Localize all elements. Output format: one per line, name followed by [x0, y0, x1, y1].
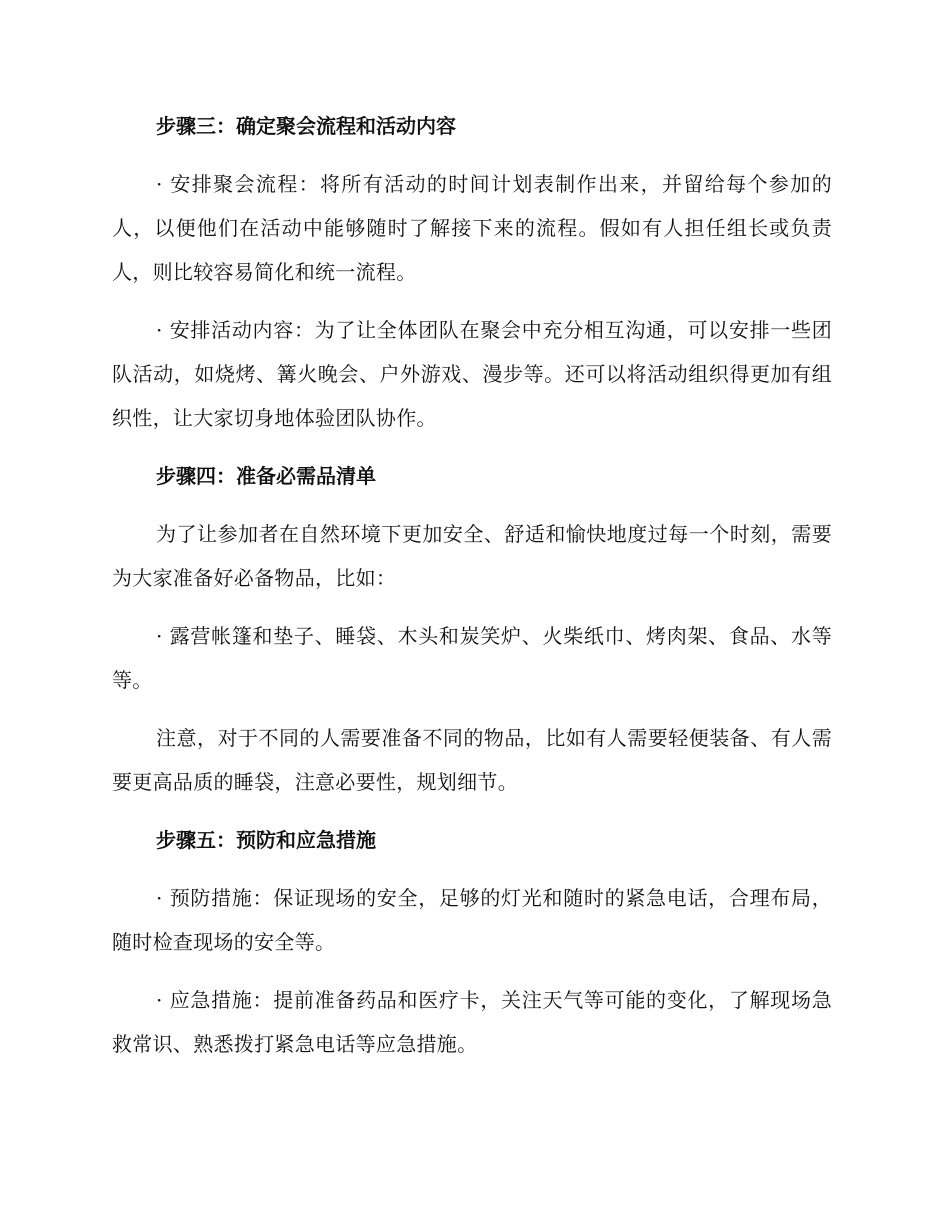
document-body [112, 104, 832, 1080]
section-heading-step5: 步骤五：预防和应急措施 [156, 828, 376, 852]
paragraph-arrange-flow: · 安排聚会流程：将所有活动的时间计划表制作出来，并留给每个参加的人，以便他们在活动中能够随时了解接下来的流程。假如有人担任组长或负责人，则比较容易简化和统一流程。 [112, 172, 832, 284]
paragraph-supplies-intro: 为了让参加者在自然环境下更加安全、舒适和愉快地度过每一个时刻，需要为大家准备好必备物品，比如： [112, 522, 832, 590]
section-heading-step4: 步骤四：准备必需品清单 [156, 464, 376, 488]
section-heading-step3: 步骤三：确定聚会流程和活动内容 [156, 114, 456, 138]
paragraph-supplies-list: · 露营帐篷和垫子、睡袋、木头和炭笑炉、火柴纸巾、烤肉架、食品、水等等。 [112, 624, 832, 692]
paragraph-supplies-note: 注意，对于不同的人需要准备不同的物品，比如有人需要轻便装备、有人需要更高品质的睡袋，注意必要性，规划细节。 [112, 726, 832, 794]
paragraph-arrange-activities: · 安排活动内容：为了让全体团队在聚会中充分相互沟通，可以安排一些团队活动，如烧烤、篝火晚会、户外游戏、漫步等。还可以将活动组织得更加有组织性，让大家切身地体验团队协作。 [112, 318, 832, 430]
paragraph-emergency: · 应急措施：提前准备药品和医疗卡，关注天气等可能的变化，了解现场急救常识、熟悉拨打紧急电话等应急措施。 [112, 988, 832, 1056]
paragraph-prevention: · 预防措施：保证现场的安全，足够的灯光和随时的紧急电话，合理布局，随时检查现场的安全等。 [112, 886, 832, 954]
